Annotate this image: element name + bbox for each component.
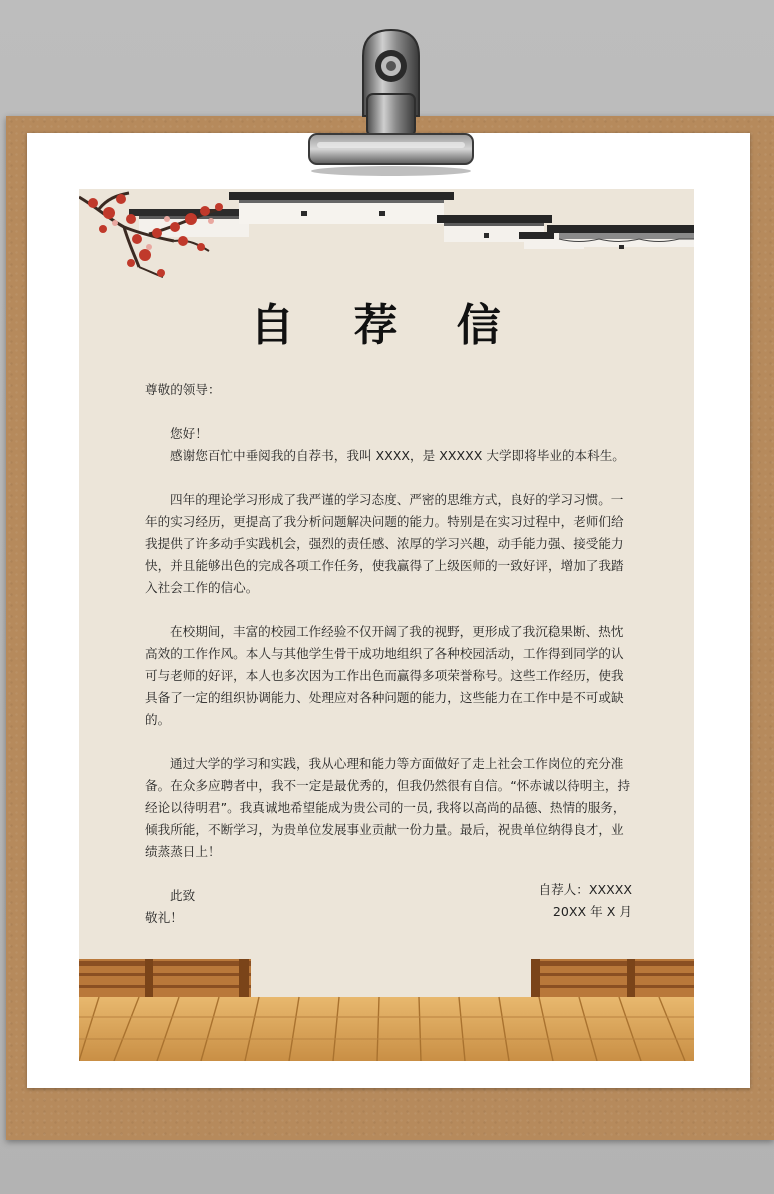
date-line: 20XX 年 X 月 [552, 904, 632, 919]
paragraph-1: 四年的理论学习形成了我严谨的学习态度、严密的思维方式，良好的学习习惯。一年的实习经历，更提高了我分析问题解决问题的能力。特别是在实习过程中，老师们给我提供了许多动手实践机会，强烈的责任感、浓厚的学习兴趣，动手能力强、接受能力快，并且能够出色的完成各项工作任务，使我赢得了上级医师的一致好评，增加了我踏入社会工作的信心。 [145, 492, 624, 595]
letter-sheet [79, 189, 694, 1061]
hello-line: 您好！ [170, 426, 208, 441]
paragraph-2: 在校期间，丰富的校园工作经验不仅开阔了我的视野，更形成了我沉稳果断、热忱高效的工作作风。本人与其他学生骨干成功地组织了各种校园活动，工作得到同学的认可与老师的好评，本人也多次因为工作出色而赢得多项荣誉称号。这些工作经历，使我具备了一定的组织协调能力、处理应对各种问题的能力，这些能力在工作中是不可或缺的。 [145, 624, 624, 727]
letter-title: 自 荐 信 [250, 300, 523, 351]
closing-jingli: 敬礼！ [145, 910, 183, 925]
closing-cizhi: 此致 [170, 888, 196, 903]
letter-body [145, 379, 635, 929]
wooden-floor-icon [79, 959, 694, 1061]
binder-clip-icon [303, 26, 477, 176]
signature-block [538, 879, 632, 923]
paragraph-3: 通过大学的学习和实践，我从心理和能力等方面做好了走上社会工作岗位的充分准备。在众多应聘者中，我不一定是最优秀的，但我仍然很有自信。“怀赤诚以待明主，持经论以待明君”。我真诚地希望能成为贵公司的一员, 我将以高尚的品德、热情的服务，倾我所能，不断学习，为贵单位发展事业贡献一份力量。最后，祝贵单位纳得良才，业绩蒸蒸日上！ [145, 756, 631, 859]
signer-line: 自荐人：XXXXX [538, 882, 632, 897]
plum-blossom-icon [79, 189, 239, 279]
intro-line: 感谢您百忙中垂阅我的自荐书，我叫 XXXX，是 XXXXX 大学即将毕业的本科生。 [170, 448, 625, 463]
greeting: 尊敬的领导： [145, 382, 221, 397]
